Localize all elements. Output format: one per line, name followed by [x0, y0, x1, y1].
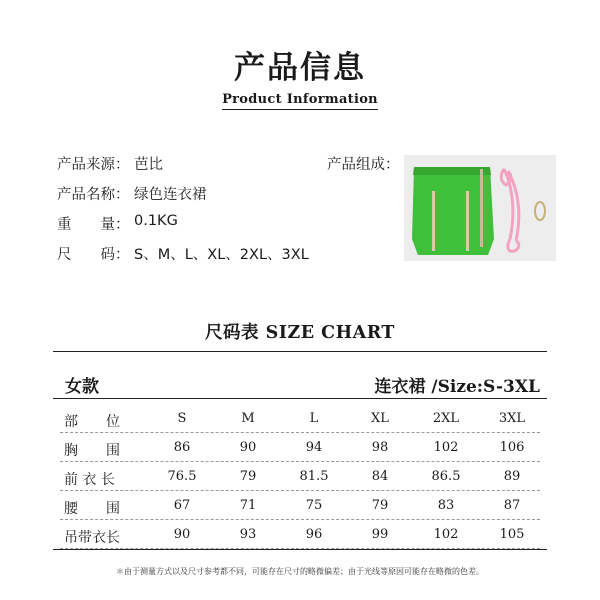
- product-photo: [404, 155, 556, 261]
- category-label: 女款: [65, 377, 99, 397]
- table-cell: 99: [371, 527, 389, 542]
- table-header-cell: M: [241, 411, 255, 426]
- info-row-name: [57, 183, 309, 213]
- table-header-cell: S: [177, 411, 187, 426]
- table-cell: 67: [173, 498, 191, 513]
- info-label: 产品名称：: [57, 187, 130, 203]
- info-value: 绿色连衣裙: [134, 187, 207, 203]
- info-label: 尺 码：: [57, 247, 130, 263]
- info-row-source: [57, 153, 309, 183]
- table-row: [60, 491, 540, 520]
- product-info: [57, 153, 309, 273]
- table-cell: 86.5: [431, 469, 461, 484]
- info-value: 0.1KG: [134, 213, 178, 229]
- table-cell: 76.5: [167, 469, 197, 484]
- page-title: 产品信息: [234, 50, 366, 86]
- info-label: 产品来源：: [57, 157, 130, 173]
- info-value: 芭比: [134, 157, 163, 173]
- table-cell: 106: [499, 440, 525, 455]
- footnote: ＊由于测量方式以及尺寸参考都不同，可能存在尺寸的略微偏差；由于光线等原因可能存在略微的色差。: [116, 567, 484, 576]
- size-chart-header-rule: [53, 398, 547, 399]
- info-value: S、M、L、XL、2XL、3XL: [134, 247, 309, 263]
- table-cell-part: 腰 围: [64, 501, 120, 517]
- table-cell: 84: [371, 469, 389, 484]
- info-row-weight: [57, 213, 309, 243]
- table-header-cell: 3XL: [498, 411, 526, 426]
- composition-label: 产品组成：: [327, 157, 400, 173]
- table-cell: 87: [503, 498, 521, 513]
- table-row: [60, 462, 540, 491]
- table-cell: 81.5: [299, 469, 329, 484]
- size-table: [60, 404, 540, 549]
- size-chart-bottom-rule: [53, 549, 547, 550]
- table-cell: 102: [433, 527, 459, 542]
- table-cell: 98: [371, 440, 389, 455]
- info-row-sizes: [57, 243, 309, 273]
- table-header-cell: 2XL: [432, 411, 460, 426]
- table-cell: 79: [239, 469, 257, 484]
- table-row: [60, 433, 540, 462]
- table-cell: 102: [433, 440, 459, 455]
- info-label: 重 量：: [57, 217, 130, 233]
- table-cell: 96: [305, 527, 323, 542]
- table-cell: 75: [305, 498, 323, 513]
- product-photo-image: [404, 155, 556, 261]
- table-cell-part: 吊带衣长: [64, 530, 120, 546]
- subtitle-text: Product Information: [222, 92, 378, 110]
- table-cell: 90: [239, 440, 257, 455]
- page-subtitle: [0, 88, 600, 107]
- table-cell: 79: [371, 498, 389, 513]
- table-cell: 86: [173, 440, 191, 455]
- table-cell: 93: [239, 527, 257, 542]
- table-cell: 105: [499, 527, 525, 542]
- size-chart-top-rule: [53, 351, 547, 352]
- table-cell: 94: [305, 440, 323, 455]
- table-header-row: [60, 404, 540, 433]
- table-cell: 90: [173, 527, 191, 542]
- table-cell: 89: [503, 469, 521, 484]
- table-cell-part: 胸 围: [64, 443, 120, 459]
- table-cell: 71: [239, 498, 257, 513]
- item-label: 连衣裙 /Size:S-3XL: [374, 377, 540, 397]
- table-header-cell: L: [309, 411, 319, 426]
- table-cell-part: 前 衣 长: [64, 472, 115, 488]
- table-cell: 83: [437, 498, 455, 513]
- size-chart-title: 尺码表 SIZE CHART: [205, 323, 395, 343]
- table-cell-part: 部 位: [64, 414, 120, 430]
- table-header-cell: XL: [371, 411, 389, 426]
- table-row: [60, 520, 540, 549]
